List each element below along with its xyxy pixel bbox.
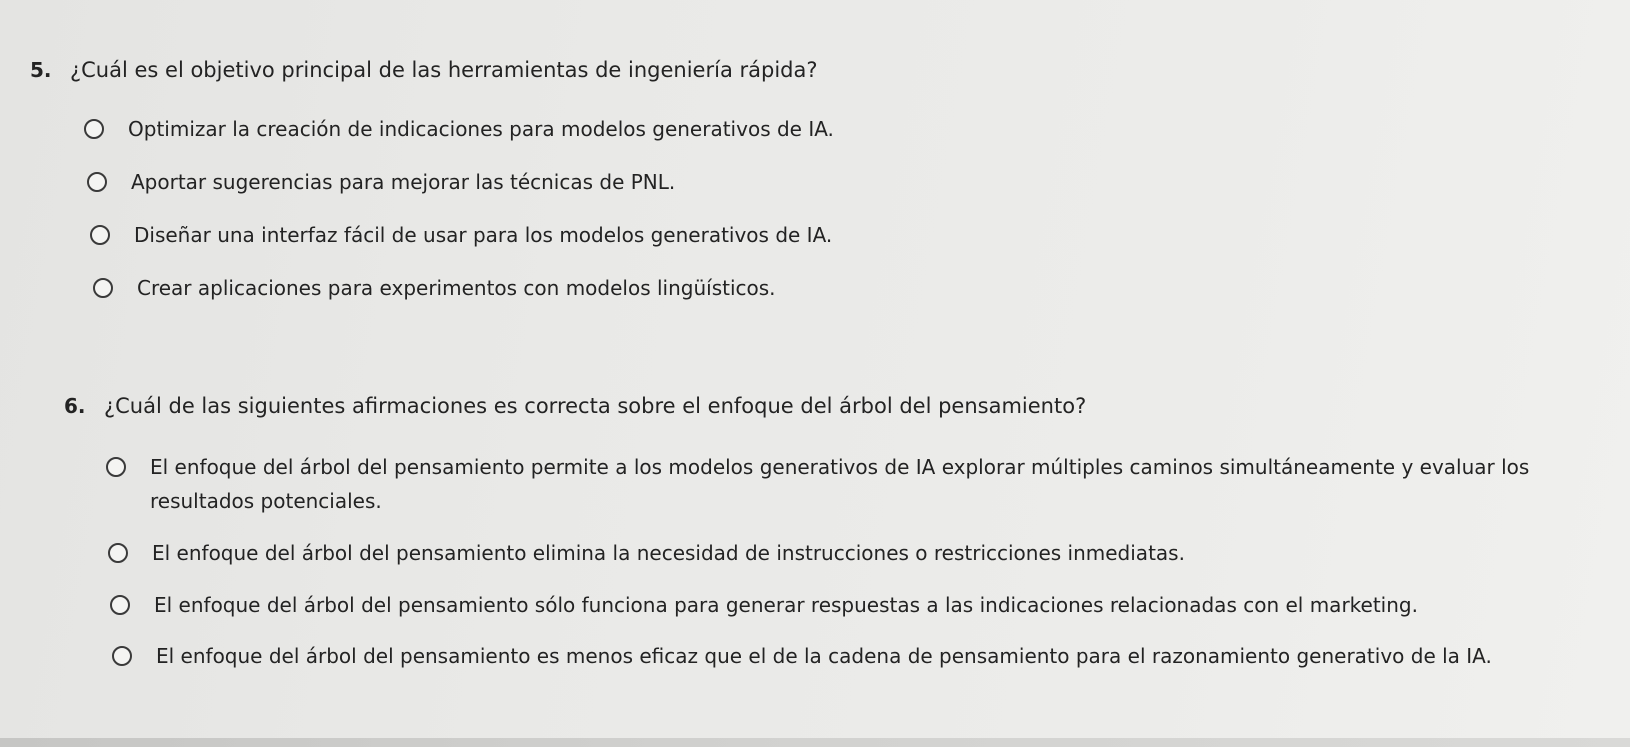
option-label: El enfoque del árbol del pensamiento permite a los modelos generativos de IA explorar múltiples caminos simultáneamente y evaluar los resultados potenciales. <box>150 455 1530 513</box>
option-5b[interactable] <box>87 171 675 199</box>
option-label: El enfoque del árbol del pensamiento sólo funciona para generar respuestas a las indicaciones relacionadas con el marketing. <box>154 593 1418 617</box>
question-6 <box>64 394 1086 418</box>
question-5 <box>30 58 818 82</box>
radio-button[interactable] <box>110 595 130 615</box>
option-label: El enfoque del árbol del pensamiento elimina la necesidad de instrucciones o restricciones inmediatas. <box>152 541 1185 565</box>
radio-button[interactable] <box>87 172 107 192</box>
option-label: Crear aplicaciones para experimentos con modelos lingüísticos. <box>137 276 776 300</box>
question-text: ¿Cuál de las siguientes afirmaciones es correcta sobre el enfoque del árbol del pensamiento? <box>104 394 1087 418</box>
option-label: Aportar sugerencias para mejorar las técnicas de PNL. <box>131 170 676 194</box>
option-label: Diseñar una interfaz fácil de usar para los modelos generativos de IA. <box>134 223 833 247</box>
question-text: ¿Cuál es el objetivo principal de las herramientas de ingeniería rápida? <box>70 58 818 82</box>
radio-button[interactable] <box>106 457 126 477</box>
option-6c[interactable] <box>110 594 1418 622</box>
screen-bottom-edge <box>0 738 1630 747</box>
radio-button[interactable] <box>112 646 132 666</box>
option-label: El enfoque del árbol del pensamiento es menos eficaz que el de la cadena de pensamiento para el razonamiento generativo de la IA. <box>156 644 1492 668</box>
option-label: Optimizar la creación de indicaciones para modelos generativos de IA. <box>128 117 834 141</box>
radio-button[interactable] <box>93 278 113 298</box>
option-5a[interactable] <box>84 118 834 146</box>
option-5c[interactable] <box>90 224 832 252</box>
option-6d[interactable] <box>112 645 1492 673</box>
option-6a[interactable] <box>106 456 1550 518</box>
option-5d[interactable] <box>93 277 776 305</box>
radio-button[interactable] <box>84 119 104 139</box>
question-number: 5. <box>30 58 52 82</box>
radio-button[interactable] <box>90 225 110 245</box>
option-6b[interactable] <box>108 542 1185 570</box>
radio-button[interactable] <box>108 543 128 563</box>
question-number: 6. <box>64 394 86 418</box>
